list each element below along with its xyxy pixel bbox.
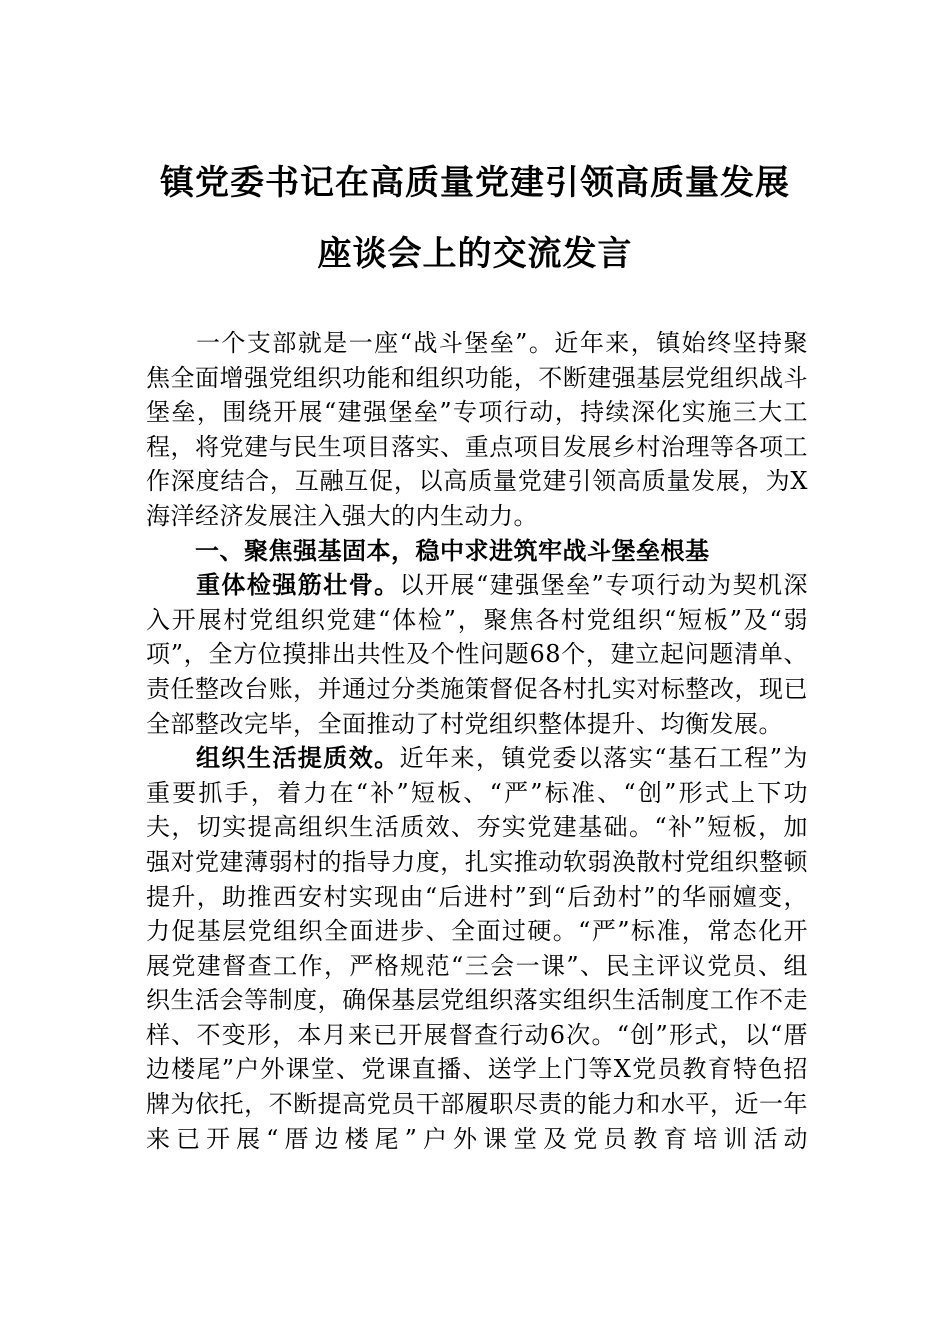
paragraph-health-check bbox=[146, 568, 808, 741]
paragraph-organization-life bbox=[146, 741, 808, 1156]
paragraph-text: 近年来，镇党委以落实“基石工程”为重要抓手，着力在“补”短板、“严”标准、“创”形式上下功夫，切实提高组织生活质效、夯实党建基础。“补”短板，加强对党建薄弱村的指导力度，扎实推动软弱涣散村党组织整顿提升，助推西安村实现由“后进村”到“后劲村”的华丽嬗变，力促基层党组织全面进步、全面过硬。“严”标准，常态化开展党建督查工作，严格规范“三会一课”、民主评议党员、组织生活会等制度，确保基层党组织落实组织生活制度工作不走样、不变形，本月来已开展督查行动6次。“创”形式，以“厝边楼尾”户外课堂、党课直播、送学上门等X党员教育特色招牌为依托，不断提高党员干部履职尽责的能力和水平，近一年来已开展“厝边楼尾”户外课堂及党员教育培训活动 bbox=[146, 744, 808, 1153]
document-title-line-1: 镇党委书记在高质量党建引领高质量发展 bbox=[160, 163, 790, 203]
section-heading-1 bbox=[146, 534, 808, 569]
intro-text: 一个支部就是一座“战斗堡垒”。近年来，镇始终坚持聚焦全面增强党组织功能和组织功能，不断建强基层党组织战斗堡垒，围绕开展“建强堡垒”专项行动，持续深化实施三大工程，将党建与民生项目落实、重点项目发展乡村治理等各项工作深度结合，互融互促，以高质量党建引领高质量发展，为X海洋经济发展注入强大的内生动力。 bbox=[146, 329, 808, 530]
section-heading-1-text: 一、聚焦强基固本，稳中求进筑牢战斗堡垒根基 bbox=[195, 536, 710, 565]
document-body bbox=[146, 326, 808, 1156]
document-title-line-2: 座谈会上的交流发言 bbox=[317, 234, 633, 274]
paragraph-text: 以开展“建强堡垒”专项行动为契机深入开展村党组织党建“体检”，聚焦各村党组织“短板”及“弱项”，全方位摸排出共性及个性问题68个，建立起问题清单、责任整改台账，并通过分类施策督促各村扎实对标整改，现已全部整改完毕，全面推动了村党组织整体提升、均衡发展。 bbox=[146, 571, 808, 738]
paragraph-lead: 组织生活提质效。 bbox=[195, 743, 400, 773]
paragraph-lead: 重体检强筋壮骨。 bbox=[195, 570, 400, 600]
intro-paragraph bbox=[146, 326, 808, 534]
